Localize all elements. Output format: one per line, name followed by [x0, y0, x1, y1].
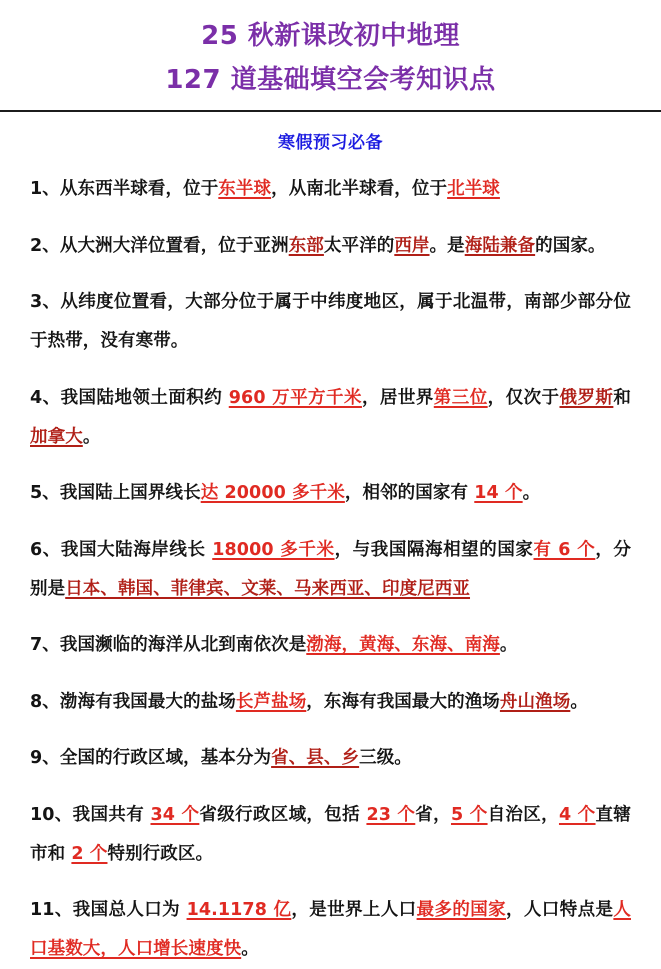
- item-number: 10、: [30, 804, 73, 825]
- header-divider: [0, 110, 661, 112]
- item-number: 2、: [30, 235, 60, 256]
- item-keyword: 西岸: [394, 235, 430, 256]
- item-number: 11、: [30, 900, 73, 921]
- item-keyword: 34 个: [150, 804, 200, 825]
- item-keyword: 省、县、乡: [271, 748, 360, 769]
- item-text: 渤海有我国最大的盐场: [59, 691, 236, 712]
- item-keyword: 最多的国家: [416, 900, 507, 921]
- document-header: [0, 0, 661, 101]
- knowledge-point-item: [30, 379, 631, 457]
- item-keyword: 加拿大: [30, 426, 83, 447]
- item-text: 全国的行政区域，基本分为: [59, 748, 272, 769]
- item-text: ，东海有我国最大的渔场: [306, 691, 500, 712]
- item-keyword: 日本、韩国、菲律宾、文莱、马来西亚、印度尼西亚: [65, 578, 471, 599]
- item-number: 8、: [30, 691, 60, 712]
- item-text: 从纬度位置看，大部分位于属于中纬度地区，属于北温带，南部少部分位于热带，没有寒带。: [30, 292, 631, 352]
- item-keyword: 人口基数大，人口增长速度快: [30, 900, 631, 960]
- item-keyword: 有 6 个: [533, 539, 596, 560]
- item-text: 从东西半球看，位于: [59, 179, 219, 200]
- knowledge-point-item: [30, 283, 631, 361]
- item-keyword: 第三位: [433, 387, 488, 408]
- item-text: 直辖市和: [30, 804, 631, 864]
- item-text: ，从南北半球看，位于: [271, 179, 448, 200]
- knowledge-point-item: [30, 739, 631, 778]
- item-keyword: 俄罗斯: [559, 387, 614, 408]
- page-title-line-1: 25 秋新课改初中地理: [201, 21, 460, 51]
- item-text: 。: [522, 483, 541, 504]
- item-keyword: 海陆兼备: [464, 235, 536, 256]
- item-text: 我国共有: [72, 804, 151, 825]
- item-number: 3、: [30, 292, 61, 313]
- item-text: ，居世界: [361, 387, 434, 408]
- item-text: ，相邻的国家有: [344, 483, 475, 504]
- item-text: 我国濒临的海洋从北到南依次是: [59, 635, 307, 656]
- knowledge-point-item: [30, 531, 631, 609]
- item-text: 从大洲大洋位置看，位于亚洲: [59, 235, 289, 256]
- item-text: 省，: [415, 804, 451, 825]
- item-keyword: 东半球: [218, 179, 272, 200]
- item-text: ，仅次于: [487, 387, 560, 408]
- item-text: 三级。: [359, 748, 412, 769]
- item-keyword: 18000 多千米: [212, 539, 335, 560]
- item-keyword: 达 20000 多千米: [200, 483, 345, 504]
- item-number: 1、: [30, 179, 60, 200]
- item-keyword: 4 个: [558, 804, 596, 825]
- item-keyword: 5 个: [450, 804, 488, 825]
- knowledge-point-item: [30, 796, 631, 874]
- item-keyword: 东部: [288, 235, 324, 256]
- item-keyword: 北半球: [447, 179, 500, 200]
- item-text: ，与我国隔海相望的国家: [334, 539, 534, 560]
- knowledge-point-item: [30, 474, 631, 513]
- item-keyword: 23 个: [366, 804, 416, 825]
- document-subtitle: 寒假预习必备: [278, 132, 383, 153]
- knowledge-point-item: [30, 227, 631, 266]
- item-number: 4、: [30, 387, 61, 408]
- page-title-line-2: 127 道基础填空会考知识点: [165, 65, 496, 96]
- item-text: 我国陆上国界线长: [59, 483, 201, 504]
- item-text: ，人口特点是: [506, 900, 614, 921]
- knowledge-point-item: [30, 626, 631, 665]
- item-text: 。: [82, 426, 101, 447]
- item-keyword: 2 个: [71, 843, 108, 864]
- item-keyword: 渤海，黄海、东海、南海: [306, 635, 500, 656]
- knowledge-point-list: [30, 170, 631, 969]
- item-text: 。是: [429, 235, 465, 256]
- item-keyword: 960 万平方千米: [228, 387, 362, 408]
- item-number: 5、: [30, 483, 60, 504]
- item-text: 和: [613, 387, 631, 408]
- item-text: 省级行政区域，包括: [199, 804, 367, 825]
- item-text: 。: [499, 635, 518, 656]
- item-keyword: 舟山渔场: [499, 691, 571, 712]
- item-keyword: 长芦盐场: [235, 691, 307, 712]
- item-keyword: 14.1178 亿: [186, 900, 292, 921]
- item-text: 自治区，: [487, 804, 559, 825]
- item-text: 。: [241, 939, 259, 960]
- knowledge-point-item: [30, 683, 631, 722]
- item-number: 6、: [30, 539, 61, 560]
- item-keyword: 14 个: [474, 483, 523, 504]
- item-number: 9、: [30, 748, 60, 769]
- item-text: 特别行政区。: [107, 843, 214, 864]
- knowledge-point-item: [30, 170, 631, 209]
- knowledge-point-item: [30, 891, 631, 969]
- item-text: ，是世界上人口: [291, 900, 417, 921]
- item-number: 7、: [30, 635, 60, 656]
- item-text: ，分别是: [30, 539, 632, 599]
- item-text: 我国大陆海岸线长: [60, 539, 213, 560]
- item-text: 我国总人口为: [72, 900, 187, 921]
- item-text: 。: [570, 691, 588, 712]
- item-text: 太平洋的: [323, 235, 395, 256]
- item-text: 我国陆地领土面积约: [60, 387, 229, 408]
- item-text: 的国家。: [535, 235, 606, 256]
